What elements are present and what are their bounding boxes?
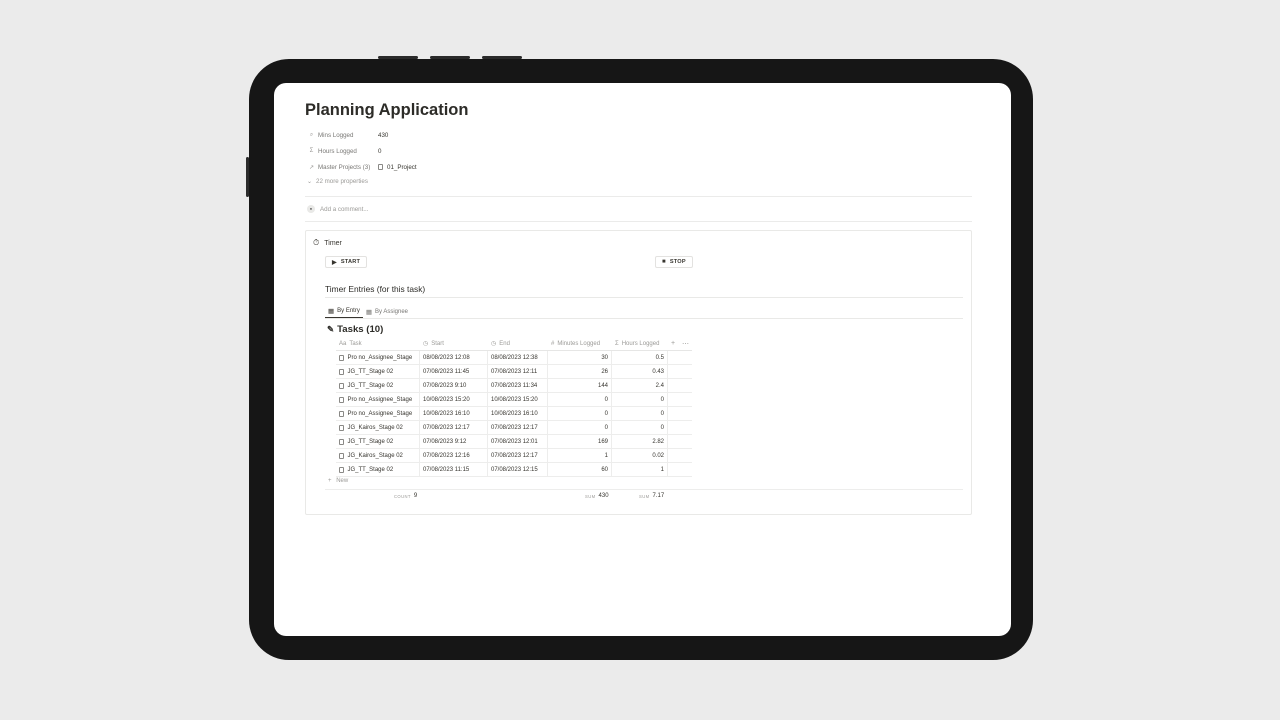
calc-value: 430: [598, 493, 609, 499]
relation-link: 01_Project: [387, 163, 417, 171]
divider: [325, 297, 963, 298]
start-label: START: [340, 259, 361, 265]
page-icon: [339, 425, 344, 431]
cell-end[interactable]: 10/08/2023 16:10: [488, 407, 548, 420]
cell-hours[interactable]: 0.43: [612, 365, 668, 378]
task-name: JG_TT_Stage 02: [347, 438, 394, 445]
cell-end[interactable]: 07/08/2023 12:01: [488, 435, 548, 448]
tablet-volume-down: [482, 56, 522, 59]
tablet-screen: [274, 83, 1011, 636]
cell-end[interactable]: 07/08/2023 12:11: [488, 365, 548, 378]
cell-minutes[interactable]: 144: [548, 379, 612, 392]
table-header: [336, 337, 692, 351]
column-header-minutes[interactable]: [548, 337, 612, 350]
cell-start[interactable]: 08/08/2023 12:08: [420, 351, 488, 364]
cell-minutes[interactable]: 30: [548, 351, 612, 364]
cell-start[interactable]: 07/08/2023 12:16: [420, 449, 488, 462]
cell-end[interactable]: 07/08/2023 11:34: [488, 379, 548, 392]
task-name: Pro no_Assignee_Stage: [347, 410, 413, 417]
property-value: 430: [378, 131, 389, 139]
column-header-label: End: [499, 340, 510, 347]
cell-task[interactable]: [336, 407, 420, 420]
page-icon: [339, 411, 344, 417]
calc-value: 7.17: [652, 493, 665, 499]
calc-value: 9: [413, 493, 418, 499]
cell-start[interactable]: 07/08/2023 11:15: [420, 463, 488, 476]
stop-icon: ■: [662, 259, 666, 265]
clock-icon: ◷: [423, 341, 429, 347]
more-options-icon[interactable]: ⋯: [682, 340, 689, 348]
relation-arrow-icon: ↗: [308, 164, 315, 171]
more-properties-toggle[interactable]: [307, 178, 368, 185]
cell-task[interactable]: [336, 393, 420, 406]
cell-minutes[interactable]: 169: [548, 435, 612, 448]
page-title[interactable]: Planning Application: [305, 101, 469, 119]
new-row-button[interactable]: [328, 478, 348, 484]
cell-task[interactable]: [336, 379, 420, 392]
cell-task[interactable]: [336, 351, 420, 364]
column-header-label: Minutes Logged: [557, 340, 601, 347]
cell-hours[interactable]: 2.82: [612, 435, 668, 448]
database-title[interactable]: [327, 324, 383, 335]
cell-hours[interactable]: 0: [612, 421, 668, 434]
page-icon: [339, 383, 344, 389]
cell-minutes[interactable]: 0: [548, 407, 612, 420]
page-icon: [378, 164, 383, 171]
page-icon: [339, 453, 344, 459]
property-master-projects[interactable]: [307, 161, 417, 173]
calc-label: COUNT: [394, 493, 411, 499]
timer-heading: [313, 238, 342, 248]
page-icon: [339, 355, 344, 361]
column-header-hours[interactable]: [612, 337, 668, 350]
column-header-label: Task: [349, 340, 362, 347]
task-name: JG_TT_Stage 02: [347, 466, 394, 473]
add-column-icon[interactable]: +: [671, 340, 676, 347]
cell-end[interactable]: 07/08/2023 12:17: [488, 421, 548, 434]
plus-icon: +: [328, 478, 332, 484]
cell-hours[interactable]: 0.5: [612, 351, 668, 364]
task-name: JG_Kairos_Stage 02: [347, 452, 403, 459]
stopwatch-icon: ⏱: [313, 238, 320, 247]
stop-button[interactable]: [655, 256, 693, 268]
cell-minutes[interactable]: 26: [548, 365, 612, 378]
stop-label: STOP: [669, 259, 686, 265]
page-icon: [339, 397, 344, 403]
column-header-start[interactable]: [420, 337, 488, 350]
task-name: JG_TT_Stage 02: [347, 382, 394, 389]
sigma-icon: Σ: [309, 148, 314, 154]
cell-minutes[interactable]: 1: [548, 449, 612, 462]
property-label: Master Projects (3): [318, 163, 371, 171]
cell-task[interactable]: [336, 421, 420, 434]
column-actions: [668, 337, 692, 350]
chevron-down-icon: ⌄: [307, 179, 313, 185]
table-row[interactable]: [336, 379, 692, 393]
cell-hours[interactable]: 2.4: [612, 379, 668, 392]
cell-end[interactable]: 10/08/2023 15:20: [488, 393, 548, 406]
tab-label: By Assignee: [375, 308, 409, 315]
sigma-icon: Σ: [615, 340, 619, 347]
table-row[interactable]: [336, 365, 692, 379]
cell-start[interactable]: 07/08/2023 9:12: [420, 435, 488, 448]
table-row[interactable]: [336, 421, 692, 435]
view-tabs: [325, 305, 411, 318]
timer-heading-text: Timer: [324, 239, 342, 247]
avatar: ●: [307, 205, 315, 213]
table-icon: ▦: [328, 308, 335, 315]
cell-minutes[interactable]: 0: [548, 393, 612, 406]
number-icon: #: [551, 340, 555, 347]
tablet-top-button: [378, 56, 418, 59]
tablet-side-button: [246, 157, 249, 197]
task-name: Pro no_Assignee_Stage: [347, 396, 413, 403]
cell-end[interactable]: 07/08/2023 12:17: [488, 449, 548, 462]
minutes-sum-calculation[interactable]: [585, 493, 609, 499]
cell-start[interactable]: 07/08/2023 9:10: [420, 379, 488, 392]
table-row[interactable]: [336, 435, 692, 449]
count-calculation[interactable]: [394, 493, 417, 499]
table-row[interactable]: [336, 393, 692, 407]
cell-end[interactable]: 07/08/2023 12:15: [488, 463, 548, 476]
page-icon: [339, 439, 344, 445]
property-value: 0: [378, 147, 382, 155]
comment-placeholder: Add a comment...: [320, 205, 369, 213]
cell-end[interactable]: 08/08/2023 12:38: [488, 351, 548, 364]
cell-task[interactable]: [336, 449, 420, 462]
divider: [305, 221, 972, 222]
calc-label: SUM: [585, 493, 596, 499]
property-value[interactable]: [378, 164, 417, 171]
table-icon: ▦: [365, 308, 372, 316]
new-row-label: New: [336, 478, 349, 484]
property-label: Hours Logged: [318, 147, 357, 155]
property-label: Mins Logged: [318, 131, 354, 139]
task-name: Pro no_Assignee_Stage: [347, 354, 413, 361]
tab-by-assignee[interactable]: [363, 305, 411, 318]
cell-start[interactable]: 10/08/2023 15:20: [420, 393, 488, 406]
column-header-label: Hours Logged: [621, 340, 660, 347]
hours-sum-calculation[interactable]: [639, 493, 664, 499]
table-row[interactable]: [336, 449, 692, 463]
tablet-volume-up: [430, 56, 470, 59]
cell-task[interactable]: [336, 435, 420, 448]
timer-entries-table: [336, 337, 692, 477]
cell-start[interactable]: 10/08/2023 16:10: [420, 407, 488, 420]
cell-minutes[interactable]: 60: [548, 463, 612, 476]
table-row[interactable]: [336, 351, 692, 365]
cell-hours[interactable]: 0: [612, 393, 668, 406]
more-properties-label: 22 more properties: [316, 178, 368, 185]
table-row[interactable]: [336, 463, 692, 477]
divider: [305, 196, 972, 197]
cell-task[interactable]: [336, 463, 420, 476]
tasks-icon: ✎: [327, 324, 335, 334]
cell-start[interactable]: 07/08/2023 11:45: [420, 365, 488, 378]
task-name: JG_TT_Stage 02: [347, 368, 394, 375]
text-icon: Aa: [339, 340, 347, 347]
tab-label: By Entry: [337, 308, 360, 314]
comment-input[interactable]: [307, 205, 369, 213]
clock-icon: ◷: [491, 341, 497, 347]
cell-minutes[interactable]: 0: [548, 421, 612, 434]
column-header-end[interactable]: [488, 337, 548, 350]
page-icon: [339, 467, 344, 473]
calc-label: SUM: [639, 493, 650, 499]
cell-hours[interactable]: 0.02: [612, 449, 668, 462]
divider: [325, 318, 963, 319]
timer-callout: [305, 230, 972, 515]
timer-entries-heading: Timer Entries (for this task): [325, 284, 426, 294]
cell-task[interactable]: [336, 365, 420, 378]
cell-hours[interactable]: 0: [612, 407, 668, 420]
start-button[interactable]: [325, 256, 367, 268]
property-hours-logged[interactable]: [307, 145, 381, 157]
column-header-task[interactable]: [336, 337, 420, 350]
table-body: [336, 351, 692, 477]
divider: [325, 489, 963, 490]
task-name: JG_Kairos_Stage 02: [347, 424, 403, 431]
database-title-text: Tasks (10): [337, 324, 384, 335]
search-icon: ⌕: [309, 131, 314, 138]
property-mins-logged[interactable]: [307, 129, 388, 141]
table-row[interactable]: [336, 407, 692, 421]
column-header-label: Start: [431, 340, 444, 347]
page-icon: [339, 369, 344, 375]
cell-start[interactable]: 07/08/2023 12:17: [420, 421, 488, 434]
play-icon: ▶: [332, 259, 337, 266]
tab-by-entry[interactable]: [325, 305, 363, 318]
cell-hours[interactable]: 1: [612, 463, 668, 476]
